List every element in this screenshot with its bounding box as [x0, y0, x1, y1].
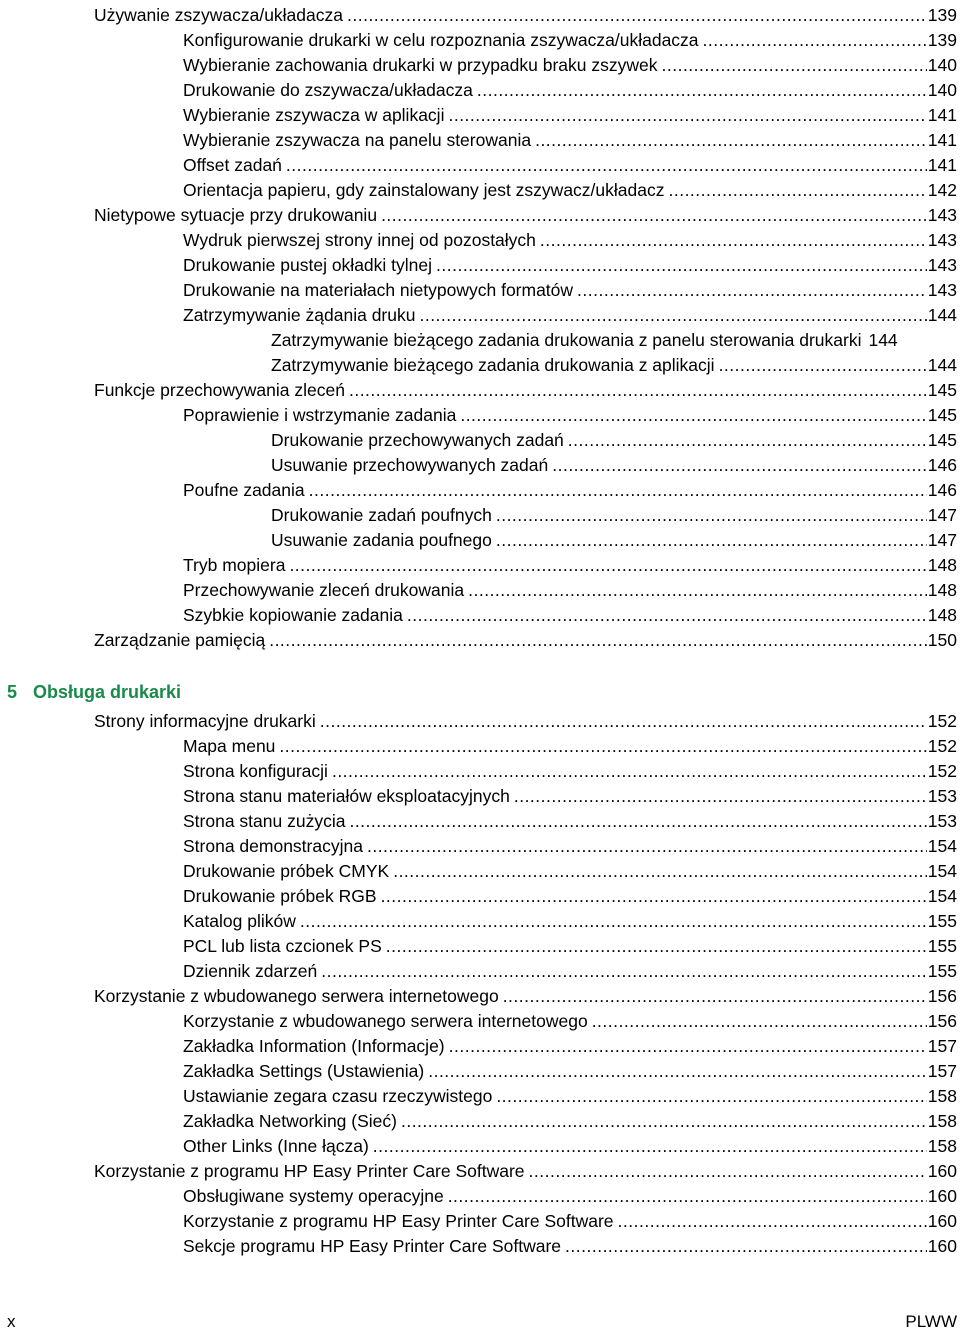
document-code-footer: PLWW — [905, 1312, 957, 1331]
toc-dot-leader — [269, 630, 927, 650]
toc-section-b — [0, 706, 960, 1256]
toc-entry-page: 150 — [927, 630, 957, 650]
toc-dot-leader — [309, 480, 927, 500]
toc-dot-leader — [468, 580, 927, 600]
toc-entry[interactable] — [0, 300, 960, 325]
toc-entry-page: 160 — [927, 1161, 957, 1181]
toc-entry-title: Mapa menu — [183, 736, 276, 756]
toc-dot-leader — [448, 105, 926, 125]
toc-entry-page: 155 — [927, 961, 957, 981]
toc-entry-title: Tryb mopiera — [183, 555, 286, 575]
toc-entry-page: 160 — [927, 1236, 957, 1256]
toc-entry[interactable] — [0, 1156, 960, 1181]
toc-entry-title: Offset zadań — [183, 155, 282, 175]
toc-dot-leader — [349, 380, 927, 400]
toc-dot-leader — [428, 1061, 927, 1081]
toc-entry[interactable] — [0, 856, 960, 881]
toc-dot-leader — [289, 555, 926, 575]
toc-entry[interactable] — [0, 450, 960, 475]
toc-dot-leader — [373, 1136, 927, 1156]
toc-entry-title: Nietypowe sytuacje przy drukowaniu — [94, 205, 378, 225]
toc-entry-page: 146 — [927, 480, 957, 500]
toc-entry-page: 158 — [927, 1086, 957, 1106]
toc-entry-title: Strony informacyjne drukarki — [94, 711, 316, 731]
toc-entry-title: Strona stanu materiałów eksploatacyjnych — [183, 786, 510, 806]
toc-entry-title: Katalog plików — [183, 911, 296, 931]
toc-entry[interactable] — [0, 1056, 960, 1081]
toc-entry-page: 139 — [927, 30, 957, 50]
toc-entry-title: Drukowanie na materiałach nietypowych formatów — [183, 280, 574, 300]
toc-dot-leader — [321, 961, 927, 981]
toc-entry-page: 139 — [927, 5, 957, 25]
toc-entry-page: 157 — [927, 1036, 957, 1056]
toc-entry-page: 155 — [927, 936, 957, 956]
toc-entry-title: Wybieranie zszywacza na panelu sterowania — [183, 130, 532, 150]
toc-entry-title: Drukowanie próbek CMYK — [183, 861, 390, 881]
toc-entry-title: Funkcje przechowywania zleceń — [94, 380, 345, 400]
toc-dot-leader — [386, 936, 927, 956]
toc-entry-page: 148 — [927, 580, 957, 600]
toc-entry-page: 143 — [927, 205, 957, 225]
toc-entry[interactable] — [0, 881, 960, 906]
page-number-footer: x — [7, 1312, 16, 1331]
toc-entry-page: 147 — [927, 530, 957, 550]
toc-dot-leader — [349, 811, 926, 831]
toc-entry-page: 156 — [927, 1011, 957, 1031]
chapter-title: Obsługa drukarki — [33, 682, 182, 702]
toc-dot-leader — [381, 205, 927, 225]
toc-entry[interactable] — [0, 175, 960, 200]
toc-entry[interactable] — [0, 125, 960, 150]
toc-entry-title: Zatrzymywanie bieżącego zadania drukowania z panelu sterowania drukarki — [271, 330, 862, 350]
toc-entry-title: PCL lub lista czcionek PS — [183, 936, 382, 956]
toc-entry[interactable] — [0, 500, 960, 525]
toc-entry-title: Przechowywanie zleceń drukowania — [183, 580, 465, 600]
toc-entry-title: Orientacja papieru, gdy zainstalowany jest zszywacz/układacz — [183, 180, 665, 200]
toc-entry-title: Drukowanie zadań poufnych — [271, 505, 492, 525]
toc-entry-page: 148 — [927, 555, 957, 575]
toc-entry[interactable] — [0, 600, 960, 625]
toc-dot-leader — [703, 30, 927, 50]
toc-entry-title: Korzystanie z wbudowanego serwera internetowego — [183, 1011, 588, 1031]
toc-entry-page: 140 — [927, 80, 957, 100]
toc-entry[interactable] — [0, 250, 960, 275]
toc-entry[interactable] — [0, 525, 960, 550]
toc-entry-page: 158 — [927, 1136, 957, 1156]
toc-entry[interactable] — [0, 806, 960, 831]
toc-entry-title: Używanie zszywacza/układacza — [94, 5, 343, 25]
toc-dot-leader — [565, 1236, 927, 1256]
toc-entry-title: Zatrzymywanie żądania druku — [183, 305, 416, 325]
toc-entry-title: Zakładka Networking (Sieć) — [183, 1111, 397, 1131]
toc-entry-page: 157 — [927, 1061, 957, 1081]
toc-entry[interactable] — [0, 831, 960, 856]
toc-entry-title: Szybkie kopiowanie zadania — [183, 605, 403, 625]
toc-entry[interactable] — [0, 731, 960, 756]
toc-dot-leader — [668, 180, 926, 200]
toc-dot-leader — [460, 405, 926, 425]
toc-entry-title: Wydruk pierwszej strony innej od pozostałych — [183, 230, 536, 250]
toc-dot-leader — [496, 530, 927, 550]
toc-dot-leader — [407, 605, 927, 625]
toc-entry-title: Korzystanie z programu HP Easy Printer Care Software — [94, 1161, 525, 1181]
toc-entry-page: 155 — [927, 911, 957, 931]
toc-entry[interactable] — [0, 781, 960, 806]
toc-entry[interactable] — [0, 50, 960, 75]
toc-entry-title: Usuwanie przechowywanych zadań — [271, 455, 549, 475]
toc-entry-title: Zarządzanie pamięcią — [94, 630, 266, 650]
toc-dot-leader — [618, 1211, 927, 1231]
toc-entry[interactable] — [0, 1006, 960, 1031]
toc-entry-title: Poprawienie i wstrzymanie zadania — [183, 405, 457, 425]
toc-entry[interactable] — [0, 550, 960, 575]
toc-entry-page: 154 — [927, 836, 957, 856]
toc-dot-leader — [540, 230, 927, 250]
toc-entry-title: Dziennik zdarzeń — [183, 961, 318, 981]
toc-entry-page: 154 — [927, 861, 957, 881]
toc-dot-leader — [552, 455, 927, 475]
toc-entry[interactable] — [0, 906, 960, 931]
toc-entry[interactable] — [0, 931, 960, 956]
toc-entry[interactable] — [0, 1206, 960, 1231]
toc-entry-title: Ustawianie zegara czasu rzeczywistego — [183, 1086, 493, 1106]
toc-dot-leader — [514, 786, 927, 806]
toc-dot-leader — [592, 1011, 927, 1031]
toc-entry-page: 153 — [927, 811, 957, 831]
toc-dot-leader — [577, 280, 927, 300]
toc-entry-title: Wybieranie zachowania drukarki w przypadku braku zszywek — [183, 55, 658, 75]
toc-entry[interactable] — [0, 625, 960, 650]
toc-entry-page: 143 — [927, 255, 957, 275]
toc-entry-title: Obsługiwane systemy operacyjne — [183, 1186, 444, 1206]
toc-entry-title: Zakładka Settings (Ustawienia) — [183, 1061, 425, 1081]
toc-entry-page: 158 — [927, 1111, 957, 1131]
toc-dot-leader — [449, 1036, 927, 1056]
toc-dot-leader — [419, 305, 926, 325]
toc-entry-page: 141 — [927, 105, 957, 125]
toc-entry[interactable] — [0, 1131, 960, 1156]
toc-dot-leader — [381, 886, 927, 906]
chapter-number: 5 — [7, 682, 18, 702]
toc-dot-leader — [719, 355, 927, 375]
toc-entry-title: Drukowanie pustej okładki tylnej — [183, 255, 433, 275]
toc-entry-title: Other Links (Inne łącza) — [183, 1136, 369, 1156]
toc-dot-leader — [568, 430, 927, 450]
toc-entry-page: 143 — [927, 280, 957, 300]
toc-entry-page: 160 — [927, 1186, 957, 1206]
toc-entry[interactable] — [0, 275, 960, 300]
toc-dot-leader — [279, 736, 926, 756]
toc-entry[interactable] — [0, 1031, 960, 1056]
toc-entry-title: Sekcje programu HP Easy Printer Care Software — [183, 1236, 562, 1256]
toc-dot-leader — [436, 255, 927, 275]
toc-entry-page: 156 — [927, 986, 957, 1006]
toc-entry-title: Strona stanu zużycia — [183, 811, 346, 831]
toc-entry-page: 144 — [868, 330, 898, 350]
toc-dot-leader — [347, 5, 927, 25]
toc-entry[interactable] — [0, 756, 960, 781]
toc-entry[interactable] — [0, 956, 960, 981]
toc-dot-leader — [300, 911, 927, 931]
toc-entry-page: 142 — [927, 180, 957, 200]
toc-entry-page: 145 — [927, 380, 957, 400]
toc-entry-page: 144 — [927, 305, 957, 325]
toc-entry-title: Usuwanie zadania poufnego — [271, 530, 492, 550]
toc-entry-page: 152 — [927, 761, 957, 781]
toc-entry-title: Zatrzymywanie bieżącego zadania drukowania z aplikacji — [271, 355, 715, 375]
toc-entry-page: 145 — [927, 430, 957, 450]
toc-dot-leader — [401, 1111, 927, 1131]
toc-entry-title: Poufne zadania — [183, 480, 305, 500]
toc-entry[interactable] — [0, 475, 960, 500]
chapter-heading — [7, 682, 181, 703]
toc-entry[interactable] — [0, 981, 960, 1006]
toc-dot-leader — [496, 505, 927, 525]
toc-dot-leader — [503, 986, 927, 1006]
toc-entry-title: Konfigurowanie drukarki w celu rozpoznania zszywacza/układacza — [183, 30, 699, 50]
toc-entry-page: 153 — [927, 786, 957, 806]
toc-entry[interactable] — [0, 0, 960, 25]
toc-entry-page: 147 — [927, 505, 957, 525]
toc-entry-page: 141 — [927, 130, 957, 150]
toc-dot-leader — [496, 1086, 926, 1106]
toc-section-a — [0, 0, 960, 650]
toc-entry-page: 146 — [927, 455, 957, 475]
toc-dot-leader — [448, 1186, 927, 1206]
toc-entry-page: 160 — [927, 1211, 957, 1231]
toc-entry-page: 140 — [927, 55, 957, 75]
toc-entry[interactable] — [0, 1231, 960, 1256]
toc-dot-leader — [535, 130, 927, 150]
toc-dot-leader — [662, 55, 927, 75]
toc-entry-page: 152 — [927, 736, 957, 756]
toc-entry[interactable] — [0, 706, 960, 731]
toc-dot-leader — [477, 80, 927, 100]
toc-entry-page: 148 — [927, 605, 957, 625]
toc-entry-title: Korzystanie z wbudowanego serwera internetowego — [94, 986, 499, 1006]
toc-entry-title: Zakładka Information (Informacje) — [183, 1036, 445, 1056]
toc-entry[interactable] — [0, 350, 960, 375]
toc-entry[interactable] — [0, 25, 960, 50]
toc-dot-leader — [393, 861, 927, 881]
toc-dot-leader — [332, 761, 927, 781]
toc-dot-leader — [320, 711, 927, 731]
toc-entry-page: 145 — [927, 405, 957, 425]
toc-entry-title: Drukowanie do zszywacza/układacza — [183, 80, 473, 100]
toc-entry-page: 152 — [927, 711, 957, 731]
toc-entry-page: 141 — [927, 155, 957, 175]
toc-entry[interactable] — [0, 1106, 960, 1131]
toc-entry-title: Strona demonstracyjna — [183, 836, 363, 856]
toc-entry[interactable] — [0, 100, 960, 125]
toc-entry[interactable] — [0, 1181, 960, 1206]
toc-entry[interactable] — [0, 225, 960, 250]
toc-entry-page: 154 — [927, 886, 957, 906]
toc-entry-title: Korzystanie z programu HP Easy Printer Care Software — [183, 1211, 614, 1231]
toc-entry[interactable] — [0, 575, 960, 600]
toc-entry[interactable] — [0, 400, 960, 425]
toc-entry-page: 143 — [927, 230, 957, 250]
toc-entry-title: Drukowanie próbek RGB — [183, 886, 377, 906]
toc-dot-leader — [286, 155, 927, 175]
toc-dot-leader — [367, 836, 927, 856]
toc-entry-title: Wybieranie zszywacza w aplikacji — [183, 105, 445, 125]
toc-entry-page: 144 — [927, 355, 957, 375]
toc-dot-leader — [529, 1161, 927, 1181]
toc-entry[interactable] — [0, 325, 960, 350]
toc-entry[interactable] — [0, 75, 960, 100]
toc-entry[interactable] — [0, 375, 960, 400]
toc-entry-title: Drukowanie przechowywanych zadań — [271, 430, 564, 450]
toc-entry[interactable] — [0, 200, 960, 225]
toc-entry[interactable] — [0, 425, 960, 450]
toc-entry[interactable] — [0, 150, 960, 175]
toc-entry-title: Strona konfiguracji — [183, 761, 328, 781]
toc-entry[interactable] — [0, 1081, 960, 1106]
